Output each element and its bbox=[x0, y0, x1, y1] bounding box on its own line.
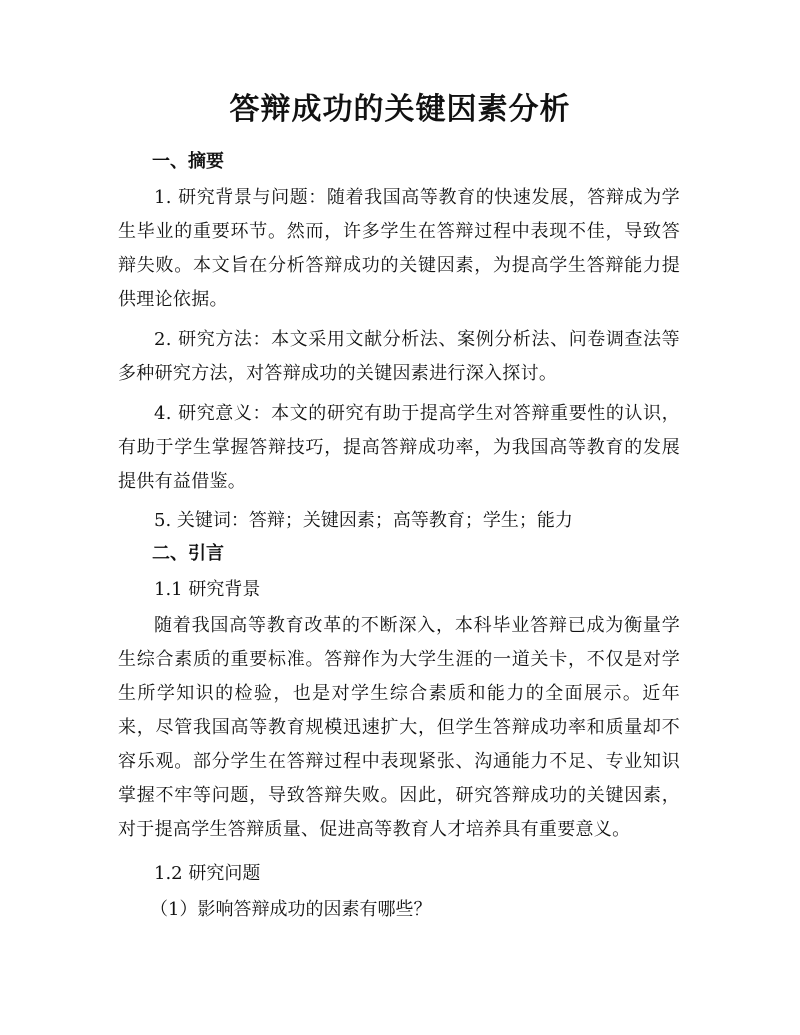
subsection-heading-background: 1.1 研究背景 bbox=[154, 579, 261, 600]
abstract-keywords: 5. 关键词：答辩；关键因素；高等教育；学生；能力 bbox=[154, 510, 573, 531]
section-heading-introduction: 二、引言 bbox=[152, 543, 224, 564]
background-paragraph: 随着我国高等教育改革的不断深入，本科毕业答辩已成为衡量学生综合素质的重要标准。答辩作为大学生涯的一道关卡，不仅是对学生所学知识的检验，也是对学生综合素质和能力的全面展示。近年来，尽管我国高等教育规模迅速扩大，但学生答辩成功率和质量却不容乐观。部分学生在答辩过程中表现紧张、沟通能力不足、专业知识掌握不牢等问题，导致答辩失败。因此，研究答辩成功的关键因素，对于提高学生答辩质量、促进高等教育人才培养具有重要意义。 bbox=[118, 615, 680, 840]
section-heading-abstract: 一、摘要 bbox=[152, 151, 224, 172]
abstract-paragraph-4: 4. 研究意义：本文的研究有助于提高学生对答辩重要性的认识，有助于学生掌握答辩技巧，提高答辩成功率，为我国高等教育的发展提供有益借鉴。 bbox=[118, 403, 680, 492]
subsection-heading-research-questions: 1.2 研究问题 bbox=[154, 863, 261, 884]
abstract-paragraph-2: 2. 研究方法：本文采用文献分析法、案例分析法、问卷调查法等多种研究方法，对答辩成功的关键因素进行深入探讨。 bbox=[118, 329, 680, 384]
research-question-1: （1）影响答辩成功的因素有哪些？ bbox=[150, 899, 432, 920]
document-title: 答辩成功的关键因素分析 bbox=[229, 92, 571, 127]
abstract-paragraph-1: 1. 研究背景与问题：随着我国高等教育的快速发展，答辩成为学生毕业的重要环节。然而，许多学生在答辩过程中表现不佳，导致答辩失败。本文旨在分析答辩成功的关键因素，为提高学生答辩能力提供理论依据。 bbox=[118, 187, 680, 310]
